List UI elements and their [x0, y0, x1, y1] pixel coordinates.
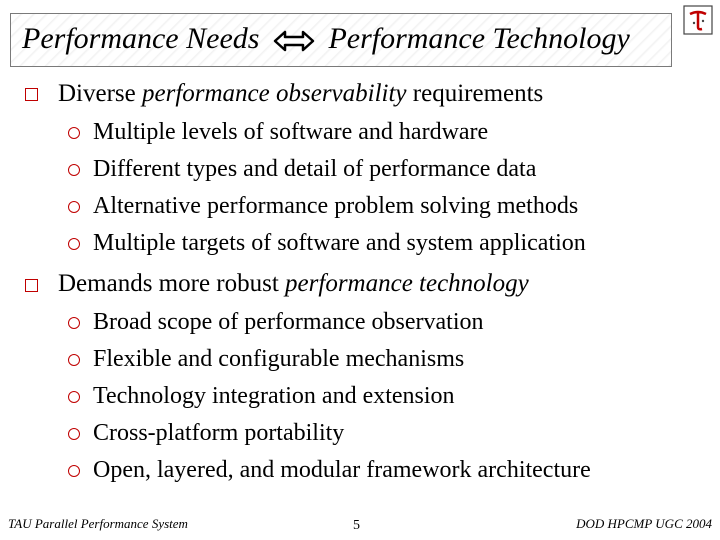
bullet-2-text: Demands more robust: [58, 270, 286, 297]
subitem-1-2: Different types and detail of performance data: [93, 156, 537, 182]
bullet-square-icon: [25, 88, 38, 101]
sub-bullet-icon: [68, 238, 80, 250]
title-right: Performance Technology: [328, 22, 630, 55]
bullet-1-emphasis: performance observability: [142, 80, 407, 107]
footer-right: DOD HPCMP UGC 2004: [576, 516, 712, 531]
page-number: 5: [353, 518, 360, 533]
bullet-1-suffix: requirements: [406, 80, 544, 107]
subitem-1-4: Multiple targets of software and system application: [93, 230, 586, 256]
sub-bullet-icon: [68, 354, 80, 366]
bullet-2-emphasis: performance technology: [285, 270, 529, 297]
bullet-1-text: Diverse: [58, 80, 142, 107]
sub-bullet-icon: [68, 465, 80, 477]
footer-left: TAU Parallel Performance System: [8, 516, 188, 531]
subitem-1-1: Multiple levels of software and hardware: [93, 119, 489, 145]
tau-logo-icon: [683, 5, 713, 35]
subitem-2-1: Broad scope of performance observation: [93, 309, 484, 335]
double-arrow-icon: [273, 30, 315, 52]
subitem-1-3: Alternative performance problem solving methods: [93, 193, 579, 219]
sub-bullet-icon: [68, 164, 80, 176]
title-left: Performance Needs: [22, 22, 260, 55]
subitem-2-2: Flexible and configurable mechanisms: [93, 346, 465, 372]
bullet-1: [58, 80, 543, 108]
sub-bullet-icon: [68, 317, 80, 329]
sub-bullet-icon: [68, 127, 80, 139]
subitem-2-5: Open, layered, and modular framework architecture: [93, 457, 591, 483]
sub-bullet-icon: [68, 391, 80, 403]
bullet-2: [58, 270, 529, 298]
subitem-2-3: Technology integration and extension: [93, 383, 455, 409]
sub-bullet-icon: [68, 201, 80, 213]
slide-title: [22, 22, 630, 56]
subitem-2-4: Cross-platform portability: [93, 420, 345, 446]
bullet-square-icon: [25, 279, 38, 292]
sub-bullet-icon: [68, 428, 80, 440]
